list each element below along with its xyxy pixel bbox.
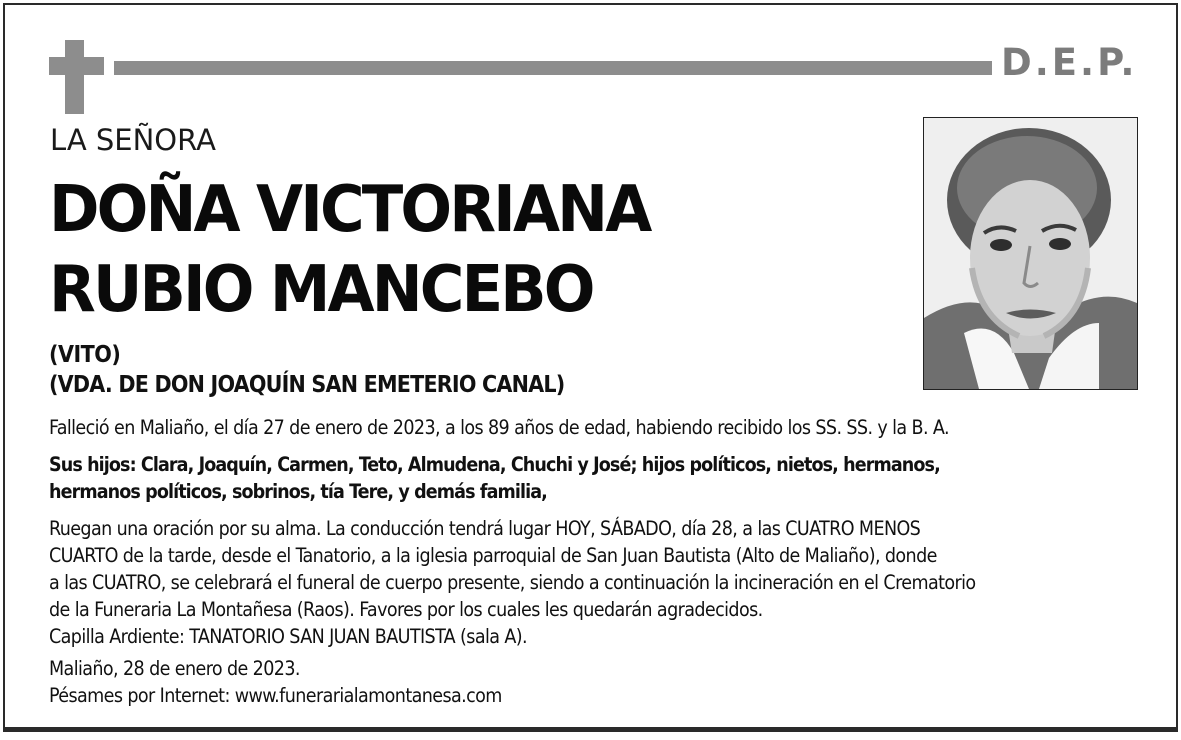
footer-paragraph	[49, 655, 1149, 709]
condolences-url-line: Pésames por Internet: www.funerarialamontanesa.com	[49, 684, 502, 707]
obituary-notice	[3, 3, 1178, 732]
deceased-name-line2: RUBIO MANCEBO	[49, 253, 593, 327]
service-paragraph	[49, 515, 1149, 650]
deceased-name-line1: DOÑA VICTORIANA	[49, 173, 650, 247]
header-rule	[114, 61, 992, 75]
family-line: Sus hijos: Clara, Joaquín, Carmen, Teto, Almudena, Chuchi y José; hijos políticos, nietos, hermanos,	[49, 453, 940, 476]
family-paragraph	[49, 451, 1149, 505]
service-line: a las CUATRO, se celebrará el funeral de cuerpo presente, siendo a continuación la incineración en el Crematorio	[49, 571, 976, 594]
date-place-line: Maliaño, 28 de enero de 2023.	[49, 657, 300, 680]
honorific-label: LA SEÑORA	[50, 123, 216, 157]
cross-icon	[49, 40, 104, 114]
widow-of: (VDA. DE DON JOAQUÍN SAN EMETERIO CANAL)	[49, 372, 565, 398]
dep-label: D.E.P.	[1001, 41, 1138, 84]
portrait-photo	[923, 117, 1138, 390]
deceased-alias: (VITO)	[49, 342, 121, 368]
death-notice-text: Falleció en Maliaño, el día 27 de enero de 2023, a los 89 años de edad, habiendo recibido los SS. SS. y la B. A.	[49, 416, 949, 439]
service-line: de la Funeraria La Montañesa (Raos). Favores por los cuales les quedarán agradecidos.	[49, 598, 763, 621]
chapel-line: Capilla Ardiente: TANATORIO SAN JUAN BAUTISTA (sala A).	[49, 625, 527, 648]
service-line: Ruegan una oración por su alma. La conducción tendrá lugar HOY, SÁBADO, día 28, a las CUATRO MENOS	[49, 517, 921, 540]
service-line: CUARTO de la tarde, desde el Tanatorio, a la iglesia parroquial de San Juan Bautista (Alto de Maliaño), donde	[49, 544, 937, 567]
family-line: hermanos políticos, sobrinos, tía Tere, y demás familia,	[49, 480, 547, 503]
